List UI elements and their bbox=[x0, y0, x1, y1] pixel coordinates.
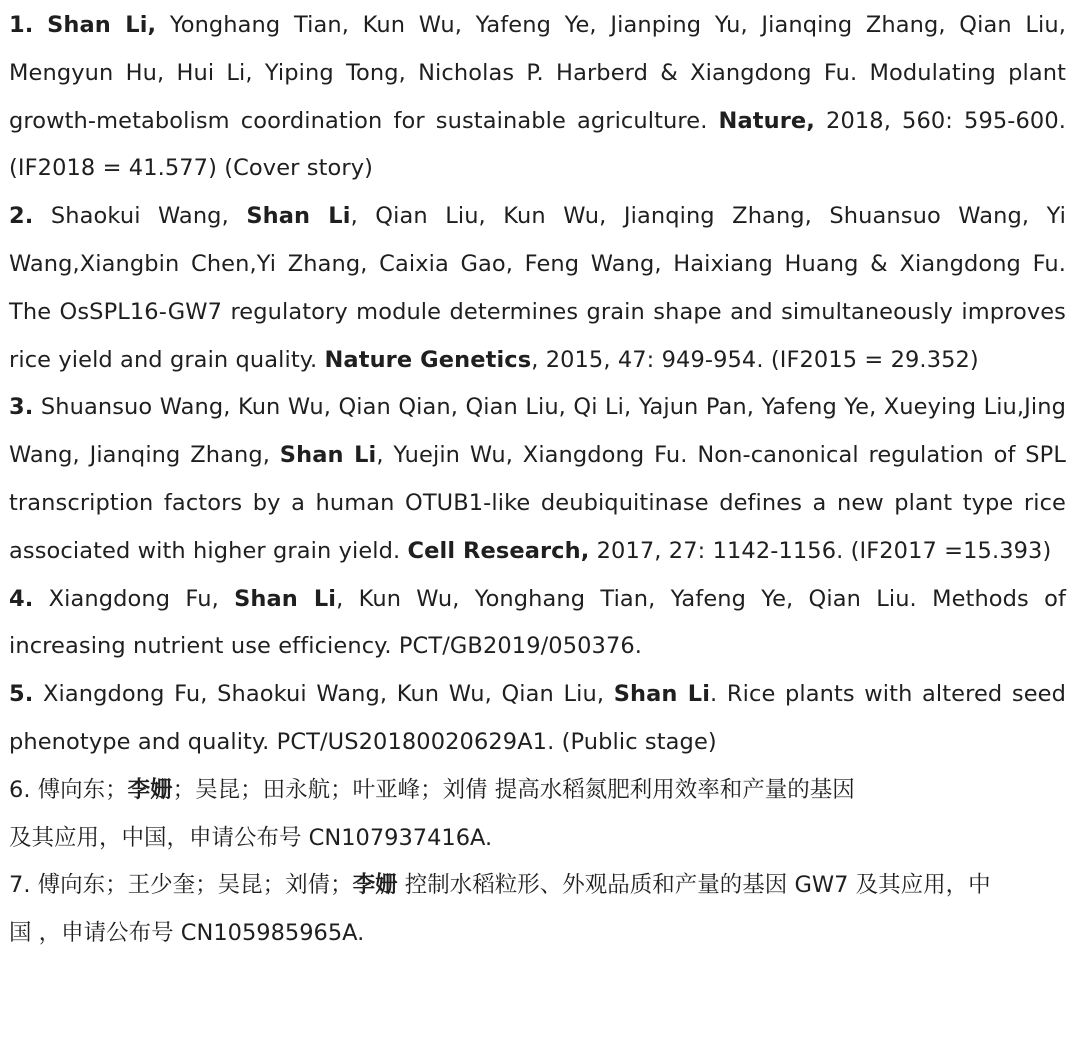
reference-authors-title: Yonghang Tian, Kun Wu, Yafeng Ye, Jianping Yu, Jianqing Zhang, Qian Liu, Mengyun Hu, Hui Li, Yiping Tong, Nicholas P. Harberd & Xiangdong Fu. Modulating plant growth-metabolism coordination for sustainable agriculture. bbox=[9, 12, 1066, 134]
reference-item-3 bbox=[9, 384, 1066, 575]
reference-item-1 bbox=[9, 2, 1066, 193]
reference-line-1 bbox=[9, 767, 1066, 815]
reference-line-1 bbox=[9, 862, 1066, 910]
reference-authors-before: Xiangdong Fu, bbox=[33, 585, 235, 612]
highlighted-author: Shan Li, bbox=[47, 12, 157, 38]
reference-item-4 bbox=[9, 576, 1066, 672]
reference-authors-title: . Rice plants with altered seed phenotype and quality. PCT/US20180020629A1. (Public stage) bbox=[9, 681, 1066, 755]
reference-item-7 bbox=[9, 862, 1066, 958]
reference-authors-before: Shaokui Wang, bbox=[33, 203, 247, 230]
reference-number: 1. bbox=[9, 12, 34, 38]
highlighted-author: Shan Li bbox=[234, 585, 337, 612]
journal-name: Cell Research, bbox=[407, 537, 590, 564]
reference-details: 2018, 560: 595-600. (IF2018 = 41.577) (Cover story) bbox=[9, 107, 1067, 182]
journal-name: Nature Genetics bbox=[324, 346, 532, 373]
highlighted-author: 李姗 bbox=[352, 872, 398, 899]
reference-details: , 2015, 47: 949-954. (IF2015 = 29.352) bbox=[531, 346, 979, 373]
highlighted-author: Shan Li bbox=[246, 203, 351, 230]
reference-authors-title: , Yuejin Wu, Xiangdong Fu. Non-canonical regulation of SPL transcription factors by a human OTUB1-like deubiquitinase defines a new plant type rice associated with higher grain yield. bbox=[9, 442, 1066, 564]
reference-number: 3. bbox=[9, 394, 34, 421]
reference-details: 2017, 27: 1142-1156. (IF2017 =15.393) bbox=[589, 537, 1052, 564]
reference-authors-title: , Qian Liu, Kun Wu, Jianqing Zhang, Shuansuo Wang, Yi Wang,Xiangbin Chen,Yi Zhang, Caixia Gao, Feng Wang, Haixiang Huang & Xiangdong Fu. The OsSPL16-GW7 regulatory module determines grain shape and simultaneously improves rice yield and grain quality. bbox=[9, 203, 1066, 373]
reference-authors-before: 傅向东；王少奎；吴昆；刘倩； bbox=[30, 872, 353, 899]
reference-number: 7. bbox=[9, 872, 31, 899]
highlighted-author: 李姗 bbox=[127, 776, 173, 803]
highlighted-author: Shan Li bbox=[279, 442, 377, 469]
journal-name: Nature, bbox=[718, 107, 815, 134]
reference-number: 5. bbox=[9, 681, 34, 708]
publication-list bbox=[9, 0, 1066, 958]
reference-number: 6. bbox=[9, 776, 31, 803]
reference-number: 4. bbox=[9, 585, 34, 612]
reference-authors-title: , Kun Wu, Yonghang Tian, Yafeng Ye, Qian Liu. Methods of increasing nutrient use efficiency. PCT/GB2019/050376. bbox=[9, 585, 1067, 660]
reference-line-2: 国 ，申请公布号 CN105985965A. bbox=[9, 920, 365, 947]
reference-authors-before: Shuansuo Wang, Kun Wu, Qian Qian, Qian Liu, Qi Li, Yajun Pan, Yafeng Ye, Xueying Liu,Jing Wang, Jianqing Zhang, bbox=[9, 394, 1066, 469]
reference-item-2 bbox=[9, 193, 1066, 384]
reference-authors-before: Xiangdong Fu, Shaokui Wang, Kun Wu, Qian Liu, bbox=[33, 681, 614, 708]
reference-number: 2. bbox=[9, 203, 34, 230]
reference-authors-title: 控制水稻粒形、外观品质和产量的基因 GW7 及其应用，中 bbox=[397, 872, 991, 899]
reference-authors-before: 傅向东； bbox=[30, 776, 128, 803]
reference-item-6 bbox=[9, 767, 1066, 863]
reference-line-2: 及其应用，中国，申请公布号 CN107937416A. bbox=[9, 824, 493, 851]
highlighted-author: Shan Li bbox=[613, 681, 711, 708]
reference-item-5 bbox=[9, 671, 1066, 767]
reference-authors-title: ；吴昆；田永航；叶亚峰；刘倩 提高水稻氮肥利用效率和产量的基因 bbox=[172, 776, 855, 803]
